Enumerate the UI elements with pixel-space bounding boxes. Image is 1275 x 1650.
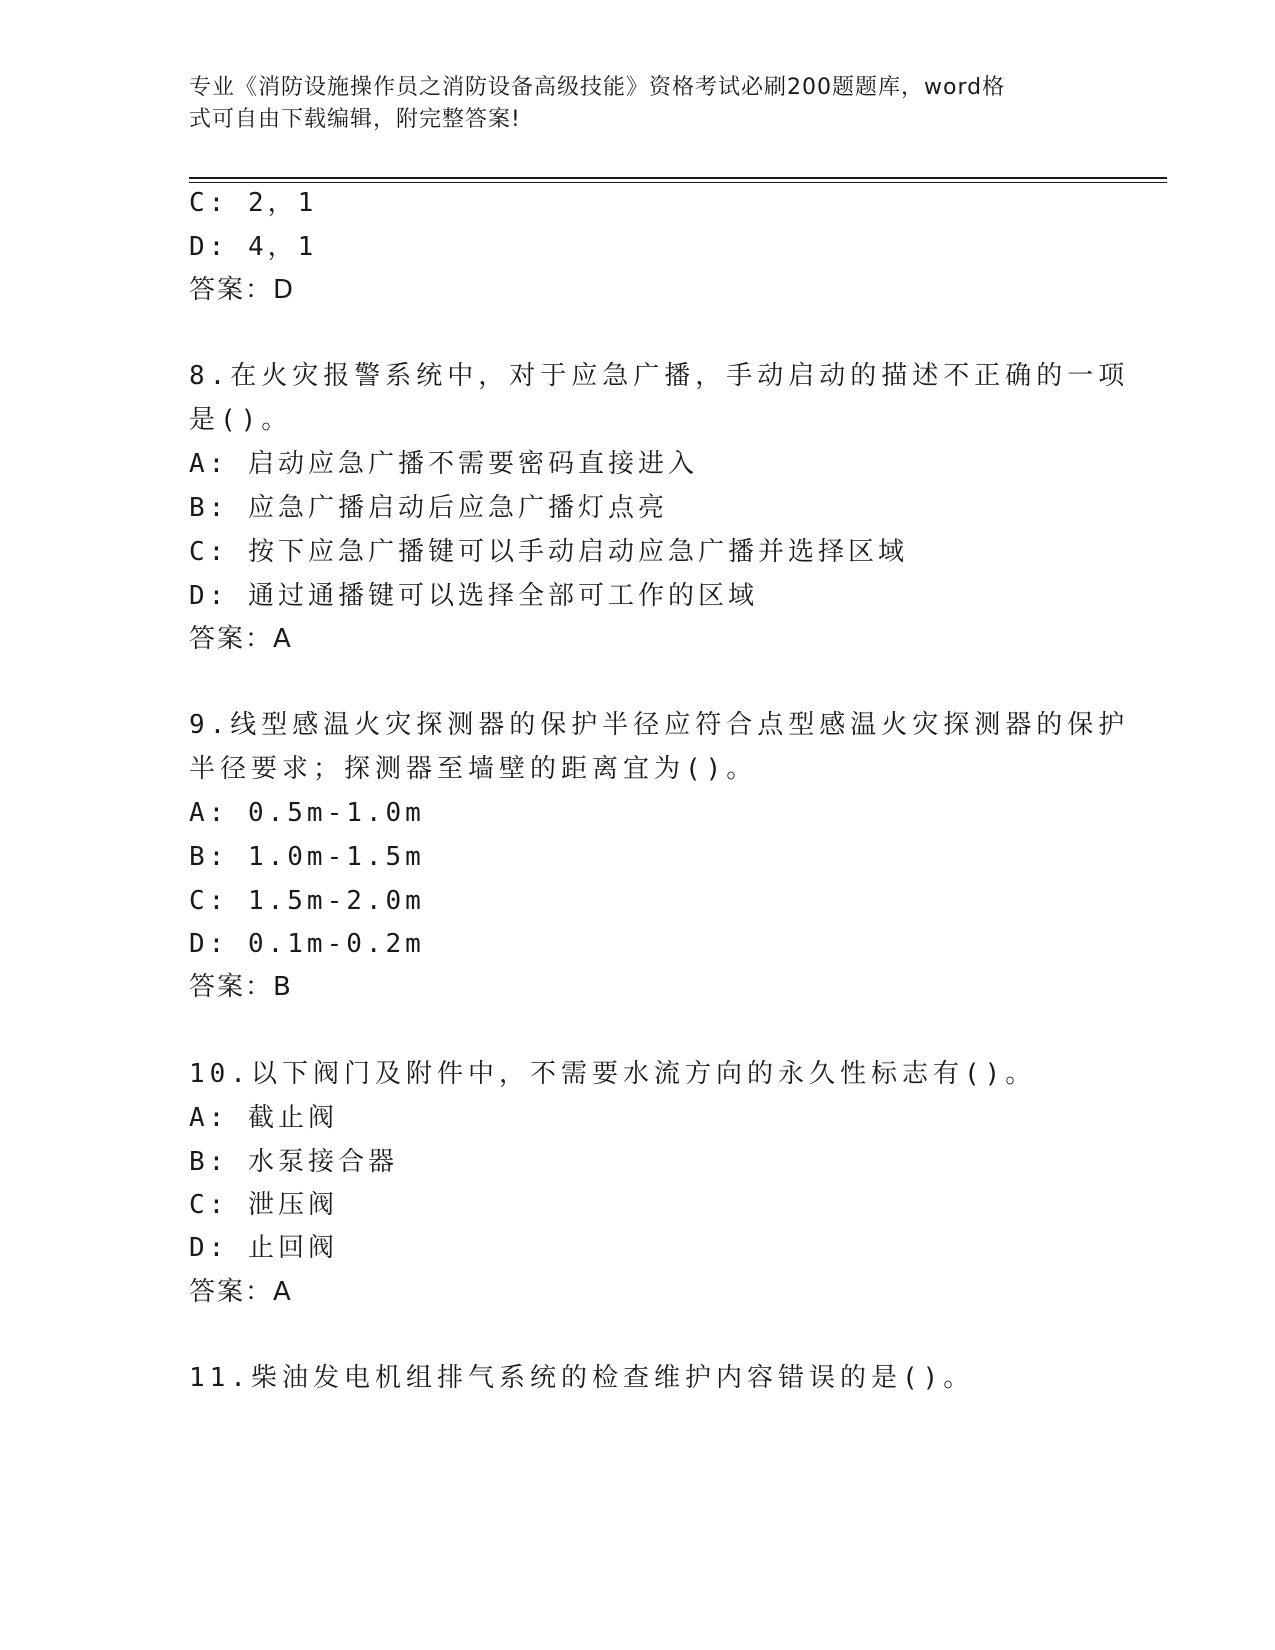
question-11-stem: 11.柴油发电机组排气系统的检查维护内容错误的是()。 bbox=[189, 1363, 975, 1393]
question-9-option-a: A: 0.5m-1.0m bbox=[189, 798, 425, 828]
question-10-option-c: C: 泄压阀 bbox=[189, 1190, 338, 1220]
question-9-option-b: B: 1.0m-1.5m bbox=[189, 842, 425, 872]
question-8-option-b: B: 应急广播启动后应急广播灯点亮 bbox=[189, 493, 668, 523]
question-8-stem-line-1: 8.在火灾报警系统中，对于应急广播，手动启动的描述不正确的一项 bbox=[189, 361, 1130, 391]
question-10-stem: 10.以下阀门及附件中，不需要水流方向的永久性标志有()。 bbox=[189, 1059, 1037, 1089]
header-divider-thick bbox=[189, 177, 1167, 179]
question-9-option-d: D: 0.1m-0.2m bbox=[189, 929, 425, 959]
document-header bbox=[189, 72, 1069, 136]
question-10-option-b: B: 水泵接合器 bbox=[189, 1147, 398, 1177]
question-10-option-a: A: 截止阀 bbox=[189, 1103, 338, 1133]
header-divider-thin bbox=[189, 182, 1167, 183]
question-8-stem-line-2: 是()。 bbox=[189, 405, 293, 435]
question-8-option-d: D: 通过通播键可以选择全部可工作的区域 bbox=[189, 581, 758, 611]
question-8-answer: 答案：A bbox=[189, 624, 293, 654]
option-c: C: 2，1 bbox=[189, 188, 318, 218]
question-9-stem-line-2: 半径要求；探测器至墙壁的距离宜为()。 bbox=[189, 754, 758, 784]
question-10-option-d: D: 止回阀 bbox=[189, 1233, 338, 1263]
question-8-option-c: C: 按下应急广播键可以手动启动应急广播并选择区域 bbox=[189, 537, 908, 567]
answer-line: 答案：D bbox=[189, 275, 296, 305]
option-d: D: 4，1 bbox=[189, 232, 318, 262]
header-title-line-2: 式可自由下载编辑，附完整答案! bbox=[189, 107, 521, 132]
question-8-option-a: A: 启动应急广播不需要密码直接进入 bbox=[189, 449, 698, 479]
question-9-stem-line-1: 9.线型感温火灾探测器的保护半径应符合点型感温火灾探测器的保护 bbox=[189, 710, 1130, 740]
question-9-option-c: C: 1.5m-2.0m bbox=[189, 886, 425, 916]
question-9-answer: 答案：B bbox=[189, 972, 293, 1002]
question-10-answer: 答案：A bbox=[189, 1277, 293, 1307]
header-title-line-1: 专业《消防设施操作员之消防设备高级技能》资格考试必刷200题题库，word格 bbox=[189, 75, 1006, 100]
